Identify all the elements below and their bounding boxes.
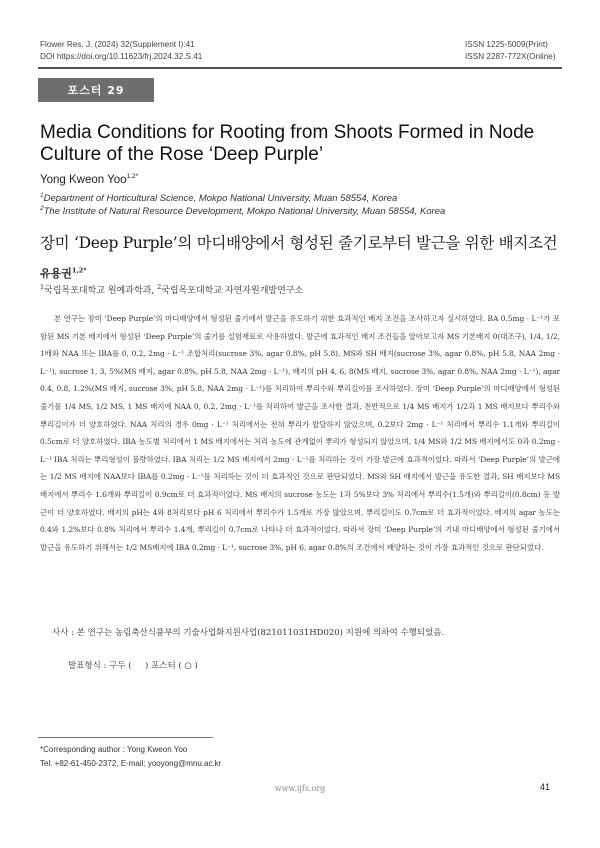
affiliation-2-text: The Institute of Natural Resource Development, Mokpo National University, Muan 58554, Korea	[43, 206, 446, 218]
affiliation-1-sup: 1	[40, 192, 44, 199]
author-line	[40, 173, 138, 186]
journal-citation	[40, 39, 202, 63]
footnote-divider	[38, 737, 213, 738]
author-name: Yong Kweon Yoo	[40, 173, 127, 186]
korean-affiliations	[40, 283, 303, 296]
corresponding-author: *Corresponding author : Yong Kweon Yoo	[40, 745, 188, 754]
abstract-body: 본 연구는 장미 ‘Deep Purple’의 마디배양에서 형성된 줄기에서 발근을 유도하기 위한 효과적인 배지 조건을 조사하고자 실시하였다. BA 0.5mg · L⁻¹가 포함된 MS 기본 배지에서 형성된 ‘Deep Purple’의 줄기를 실험재료로 사용하였다. 발근에 효과적인 배지 조건들을 알아보고자 MS 기본배지 0(대조구), 1/4, 1/2, 1배와 NAA 또는 IBA를 0, 0.2, 2mg · L⁻¹ 조합처리(sucrose 3%, agar 0.8%, pH 5.8), MS와 SH 배지(sucrose 3%, agar 0.8%, pH 5.8, NAA 2mg · L⁻¹), sucrose 1, 3, 5%(MS 배지, agar 0.8%, pH 5.8, NAA 2mg · L⁻¹), 배지의 pH 4, 6, 8(MS 배지, sucrose 3%, agar 0.8%, NAA 2mg · L⁻¹), agar 0.4, 0.8, 1.2%(MS 배지, sucrose 3%, pH 5.8, NAA 2mg · L⁻¹)를 처리하여 뿌리수와 뿌리길이를 조사하였다. 장미 ‘Deep Purple’의 마디배양에서 형성된 줄기를 1/4 MS, 1/2 MS, 1 MS 배지에 NAA 0, 0.2, 2mg · L⁻¹를 처리하여 발근을 조사한 결과, 전반적으로 1/4 MS 배지가 1/2과 1 MS 배지보다 뿌리수와 뿌리길이가 더 양호하였다. NAA 처리의 경우 0mg · L⁻¹ 처리에서는 전혀 뿌리가 발달하지 않았으며, 0.2보다 2mg · L⁻¹ 처리에서 뿌리수 1.1개와 뿌리길이 0.5cm로 더 양호하였다. IBA 농도별 처리에서 1 MS 배지에서는 처리 농도에 관계없이 뿌리가 형성되지 않았으며, 1/4 MS와 1/2 MS 배지에서도 0과 0.2mg · L⁻¹ IBA 처리는 뿌리형성이 불량하였다. IBA 처리는 1/2 MS 배지에서 2mg · L⁻¹를 처리하는 것이 가장 발근에 효과적이었다. 따라서 ‘Deep Purple’의 발근에는 1/2 MS 배지에 NAA보다 IBA를 0.2mg · L⁻¹를 처리하는 것이 더 효과적인 것으로 판단되었다. MS와 SH 배지에서 발근을 유도한 결과, SH 배지보다 MS 배지에서 뿌리수 1.6개와 뿌리길이 0.9cm로 더 효과적이었다. MS 배지의 sucrose 농도는 1과 5%보다 3% 처리에서 뿌리수(1.5개)와 뿌리길이(0.8cm) 등 발근이 더 양호하였다. 배지의 pH는 4와 8처리보다 pH 6 처리에서 뿌리수가 1.5개로 가장 많았으며, 뿌리길이도 0.7cm로 더 효과적이었다. 배지의 agar 농도는 0.4와 1.2%보다 0.8% 처리에서 뿌리수 1.4개, 뿌리길이 0.7cm로 나타나 더 효과적이었다. 따라서 장미 ‘Deep Purple’의 기내 마디배양에서 형성된 줄기에서 발근을 유도하기 위해서는 1/2 MS배지에 IBA 0.2mg · L⁻¹, sucrose 3%, pH 6, agar 0.8%의 조건에서 배양하는 것이 가장 효과적인 것으로 판단되었다.	[40, 314, 560, 552]
doi-line: DOI https://doi.org/10.11623/frj.2024.32.S.41	[40, 52, 203, 61]
korean-title: 장미 ‘Deep Purple’의 마디배양에서 형성된 줄기로부터 발근을 위한 배지조건	[40, 234, 558, 252]
korean-aff2: 국립목포대학교 자연자원개발연구소	[161, 286, 304, 296]
korean-aff1: 국립목포대학교 원예과학과,	[44, 286, 158, 296]
contact-info: Tel. +82-61-450-2372, E-mail: yooyong@mnu.ac.kr	[40, 759, 222, 768]
affiliation-1	[40, 192, 397, 204]
issn-online: ISSN 2287-772X(Online)	[465, 52, 556, 61]
author-sup: 1,2*	[126, 173, 139, 180]
affiliation-1-text: Department of Horticultural Science, Mokpo National University, Muan 58554, Korea	[43, 193, 398, 205]
header-divider	[38, 67, 562, 69]
poster-tab-label: 포스터 29	[38, 78, 154, 102]
journal-website: www.ijfs.org	[274, 784, 326, 793]
korean-author-name: 유용권	[40, 267, 72, 280]
journal-line: Flower Res. J. (2024) 32(Supplement I):41	[40, 40, 195, 49]
acknowledgement: 사사 : 본 연구는 농림축산식품부의 기술사업화지원사업(821011031HD020) 지원에 의하여 수행되었음.	[52, 628, 445, 638]
korean-author-sup: 1,2*	[71, 266, 87, 275]
affiliation-2-sup: 2	[40, 205, 44, 212]
page-number: 41	[540, 782, 551, 792]
affiliation-2	[40, 205, 445, 217]
korean-author-line	[40, 265, 87, 281]
korean-aff2-sup: 2	[157, 283, 162, 291]
issn-block	[465, 39, 556, 63]
paper-title: Media Conditions for Rooting from Shoots Formed in Node Culture of the Rose ‘Deep Purple’	[40, 122, 535, 165]
presentation-format: 발표형식 : 구두 ( ) 포스터 ( ○ )	[68, 661, 198, 671]
issn-print: ISSN 1225-5009(Print)	[465, 40, 548, 49]
korean-aff1-sup: 1	[40, 283, 45, 291]
